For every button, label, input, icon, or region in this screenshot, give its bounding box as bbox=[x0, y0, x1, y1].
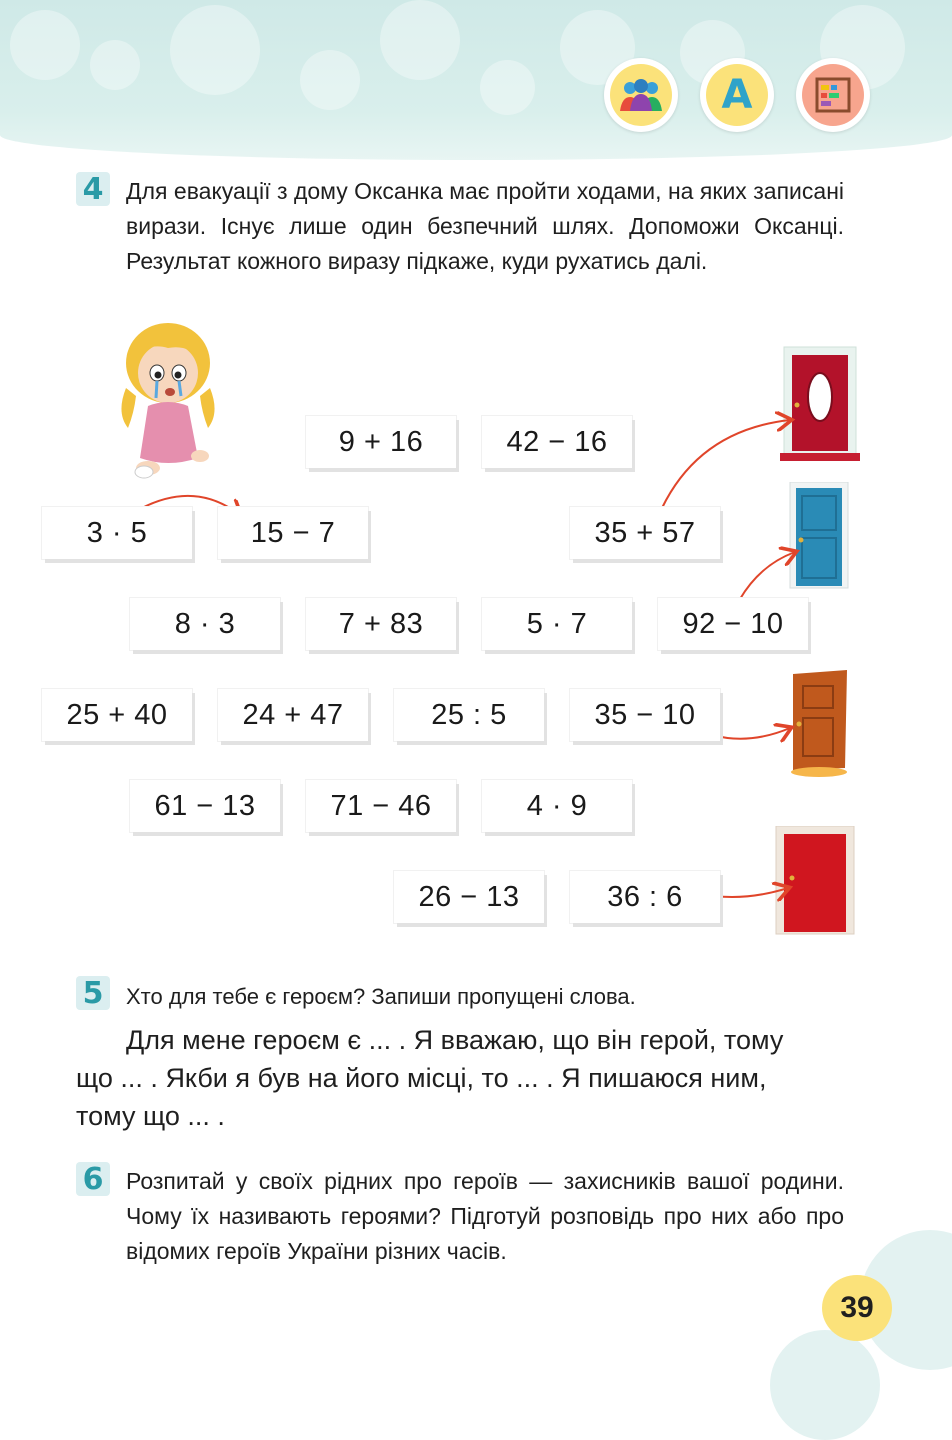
arrow-to-brown-door bbox=[712, 728, 790, 739]
group-work-icon bbox=[604, 58, 678, 132]
door-blue bbox=[788, 482, 850, 592]
expr-tile: 42 − 16 bbox=[482, 416, 632, 468]
letter-a-icon: А bbox=[700, 58, 774, 132]
task-number-6: 6 bbox=[76, 1162, 110, 1196]
task-number-4: 4 bbox=[76, 172, 110, 206]
expr-tile: 92 − 10 bbox=[658, 598, 808, 650]
crying-girl-illustration bbox=[118, 318, 218, 483]
expr-tile: 24 + 47 bbox=[218, 689, 368, 741]
task-4-text: Для евакуації з дому Оксанка має пройти ходами, на яких записані вирази. Існує лише один безпечний шлях. Допоможи Оксанці. Результат кожного виразу підкаже, куди рухатись далі. bbox=[126, 178, 844, 274]
task-5-prompt: Хто для тебе є героєм? Запиши пропущені слова. bbox=[126, 984, 636, 1009]
expr-tile: 35 − 10 bbox=[570, 689, 720, 741]
task-5-line-3: тому що ... . bbox=[76, 1101, 225, 1131]
arrow-to-blue-door bbox=[740, 552, 795, 599]
expr-tile-start: 3 · 5 bbox=[42, 507, 192, 559]
expr-tile: 25 : 5 bbox=[394, 689, 544, 741]
expr-tile: 35 + 57 bbox=[570, 507, 720, 559]
door-brown-open bbox=[785, 670, 855, 778]
expr-tile: 15 − 7 bbox=[218, 507, 368, 559]
expr-tile: 36 : 6 bbox=[570, 871, 720, 923]
expr-tile: 7 + 83 bbox=[306, 598, 456, 650]
task-6-text: Розпитай у своїх рідних про героїв — захисників вашої родини. Чому їх називають героями? Підготуй розповідь про них або про відомих героїв України різних часів. bbox=[126, 1168, 844, 1264]
expr-tile: 5 · 7 bbox=[482, 598, 632, 650]
expr-tile: 61 − 13 bbox=[130, 780, 280, 832]
expr-tile: 71 − 46 bbox=[306, 780, 456, 832]
expr-tile: 25 + 40 bbox=[42, 689, 192, 741]
expr-tile: 26 − 13 bbox=[394, 871, 544, 923]
expr-tile: 4 · 9 bbox=[482, 780, 632, 832]
door-red bbox=[772, 826, 858, 936]
expr-tile: 8 · 3 bbox=[130, 598, 280, 650]
task-number-5: 5 bbox=[76, 976, 110, 1010]
corner-bubble bbox=[770, 1330, 880, 1440]
abacus-icon bbox=[796, 58, 870, 132]
task-5-line-2: що ... . Якби я був на його місці, то ... . Я пишаюся ним, bbox=[76, 1063, 767, 1093]
expr-tile: 9 + 16 bbox=[306, 416, 456, 468]
page-number: 39 bbox=[822, 1275, 892, 1341]
door-top-oval-window bbox=[780, 345, 860, 463]
task-5-line-1: Для мене героєм є ... . Я вважаю, що він герой, тому bbox=[126, 1025, 784, 1055]
arrow-to-top-door bbox=[662, 420, 790, 508]
